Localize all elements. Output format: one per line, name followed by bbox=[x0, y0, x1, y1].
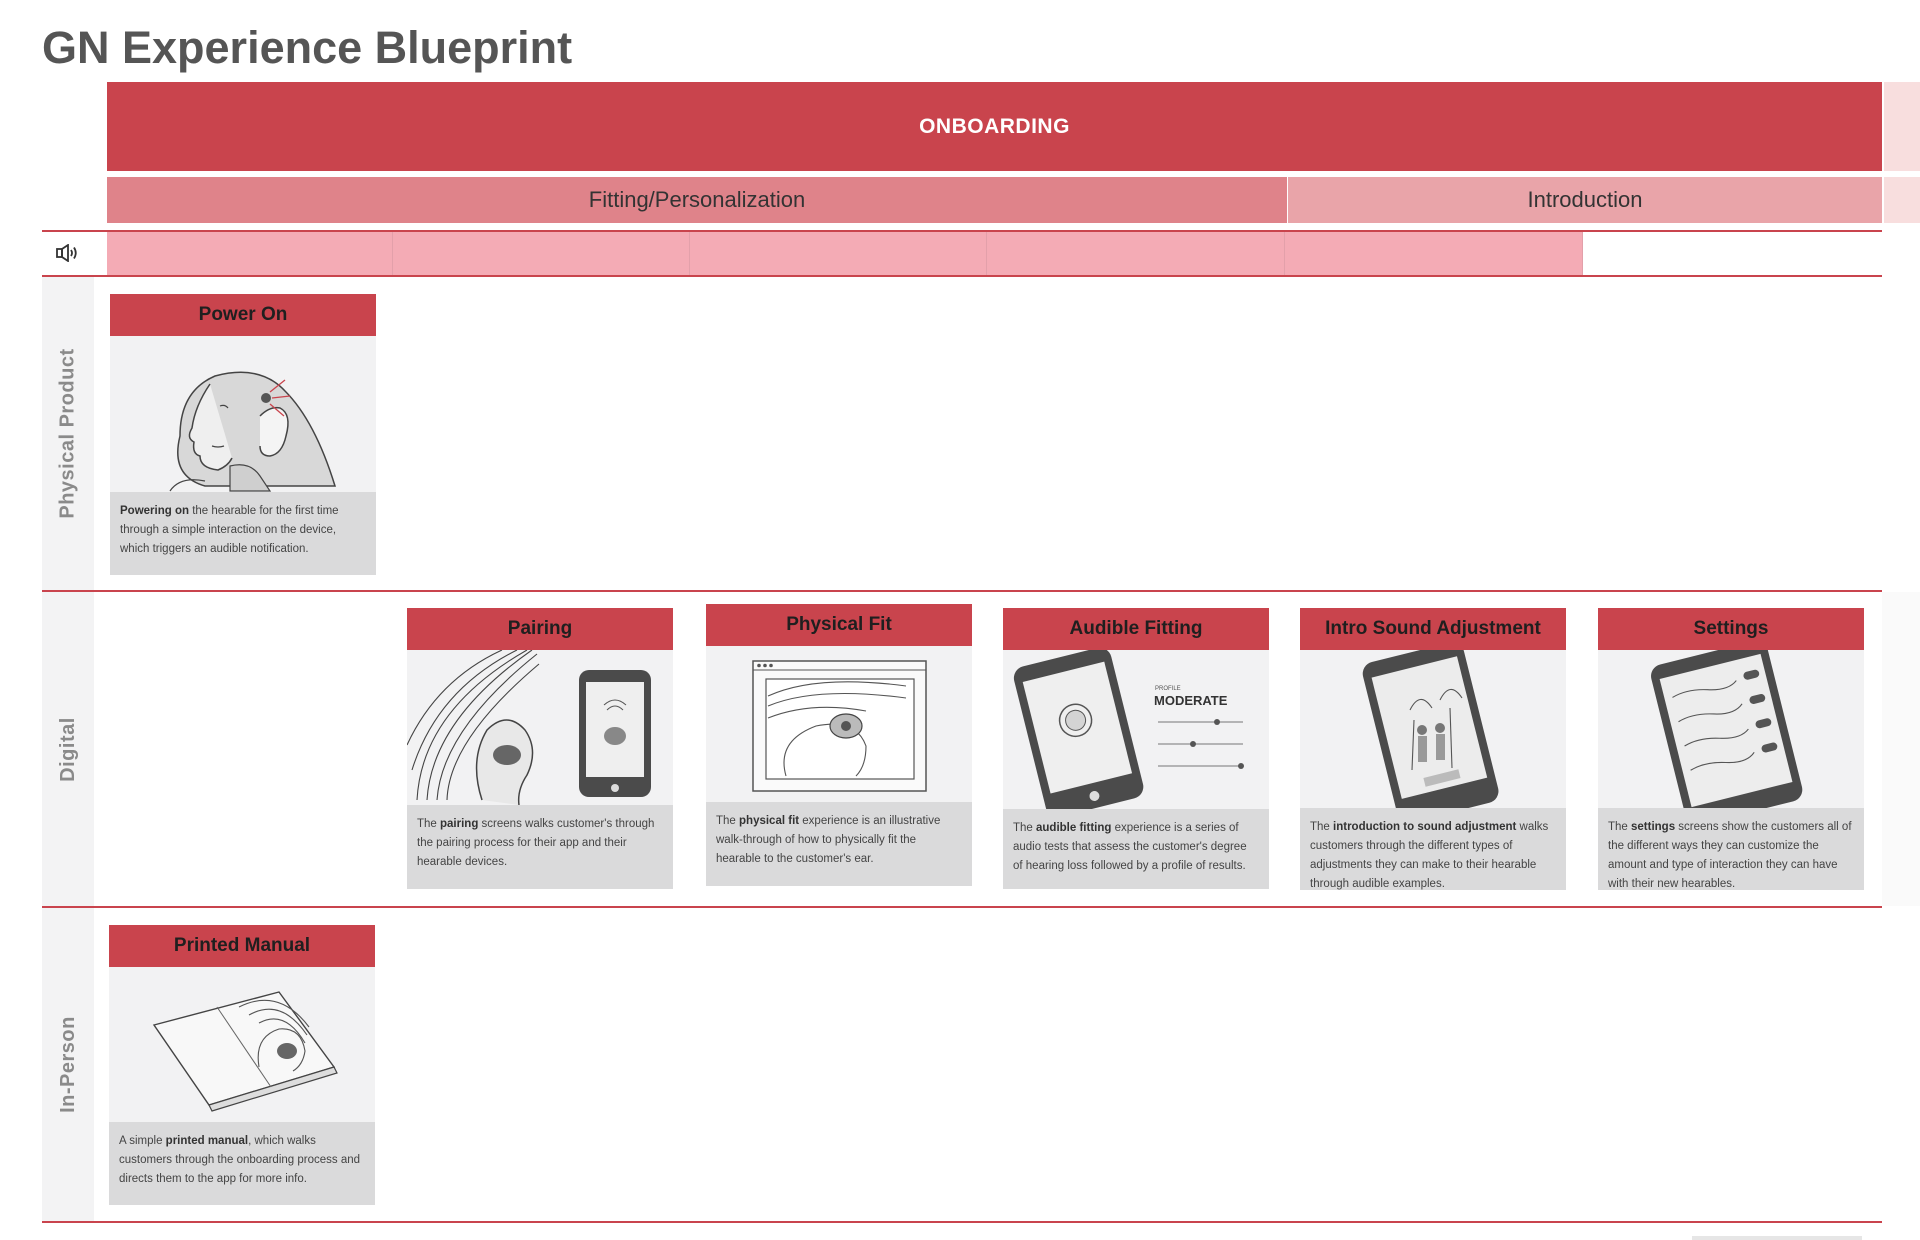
profile-small-label: PROFILE bbox=[1155, 686, 1181, 692]
card-description: A simple printed manual, which walks customers through the onboarding process and directs them to the app for more info. bbox=[109, 1122, 375, 1205]
card-description: The audible fitting experience is a series of audio tests that assess the customer's degree of hearing loss followed by a profile of results. bbox=[1003, 809, 1269, 889]
card-pairing[interactable] bbox=[407, 608, 673, 889]
subphase-fitting bbox=[107, 177, 1287, 223]
card-description: Powering on the hearable for the first time through a simple interaction on the device, which triggers an audible notification. bbox=[110, 492, 376, 575]
printed-manual-illustration bbox=[109, 967, 375, 1122]
card-title: Settings bbox=[1598, 608, 1864, 650]
subphase-overflow bbox=[1884, 177, 1920, 223]
step-bar-introduction bbox=[1285, 232, 1583, 275]
profile-level-label: MODERATE bbox=[1154, 693, 1228, 708]
lane-label-in-person: In-Person bbox=[56, 1016, 79, 1113]
power-on-illustration bbox=[110, 336, 376, 492]
card-title: Physical Fit bbox=[706, 604, 972, 646]
card-title: Intro Sound Adjustment bbox=[1300, 608, 1566, 650]
intro-sound-illustration bbox=[1300, 650, 1566, 808]
subphase-label: Introduction bbox=[1527, 187, 1643, 212]
audible-fitting-illustration bbox=[1003, 650, 1269, 809]
phase-label: ONBOARDING bbox=[919, 114, 1070, 138]
card-intro-sound-adjustment[interactable] bbox=[1300, 608, 1566, 890]
lane-divider bbox=[42, 590, 1882, 592]
settings-illustration bbox=[1598, 650, 1864, 808]
card-title: Pairing bbox=[407, 608, 673, 650]
card-description: The pairing screens walks customer's through the pairing process for their app and their hearable devices. bbox=[407, 805, 673, 889]
card-title: Printed Manual bbox=[109, 925, 375, 967]
lane-divider bbox=[42, 906, 1882, 908]
phase-banner bbox=[107, 82, 1882, 171]
lane-overflow bbox=[1882, 592, 1920, 906]
card-settings[interactable] bbox=[1598, 608, 1864, 890]
card-title: Audible Fitting bbox=[1003, 608, 1269, 650]
step-bar-pairing bbox=[393, 232, 690, 275]
card-audible-fitting[interactable] bbox=[1003, 608, 1269, 889]
card-description: The physical fit experience is an illustrative walk-through of how to physically fit the hearable to the customer's ear. bbox=[706, 802, 972, 886]
speaker-icon bbox=[56, 244, 80, 262]
card-power-on[interactable] bbox=[110, 294, 376, 575]
card-physical-fit[interactable] bbox=[706, 604, 972, 886]
physical-fit-illustration bbox=[706, 646, 972, 802]
pairing-illustration bbox=[407, 650, 673, 805]
step-row-bottom-rule bbox=[42, 275, 1882, 277]
page-title: GN Experience Blueprint bbox=[42, 22, 573, 73]
phase-banner-overflow bbox=[1884, 82, 1920, 171]
step-bar-power-on bbox=[107, 232, 393, 275]
card-printed-manual[interactable] bbox=[109, 925, 375, 1205]
scroll-hint bbox=[1692, 1236, 1862, 1240]
lane-divider bbox=[42, 1221, 1882, 1223]
step-bar-physical-fit bbox=[690, 232, 987, 275]
step-bar-audible-fitting bbox=[987, 232, 1285, 275]
lane-label-digital: Digital bbox=[56, 716, 79, 782]
card-description: The introduction to sound adjustment walks customers through the different types of adjustments they can make to their hearable through audible examples. bbox=[1300, 808, 1566, 890]
subphase-introduction bbox=[1288, 177, 1882, 223]
lane-label-physical-product: Physical Product bbox=[56, 348, 79, 519]
card-description: The settings screens show the customers all of the different ways they can customize the amount and type of interaction they can have with their new hearables. bbox=[1598, 808, 1864, 890]
card-title: Power On bbox=[110, 294, 376, 336]
subphase-label: Fitting/Personalization bbox=[588, 187, 806, 212]
